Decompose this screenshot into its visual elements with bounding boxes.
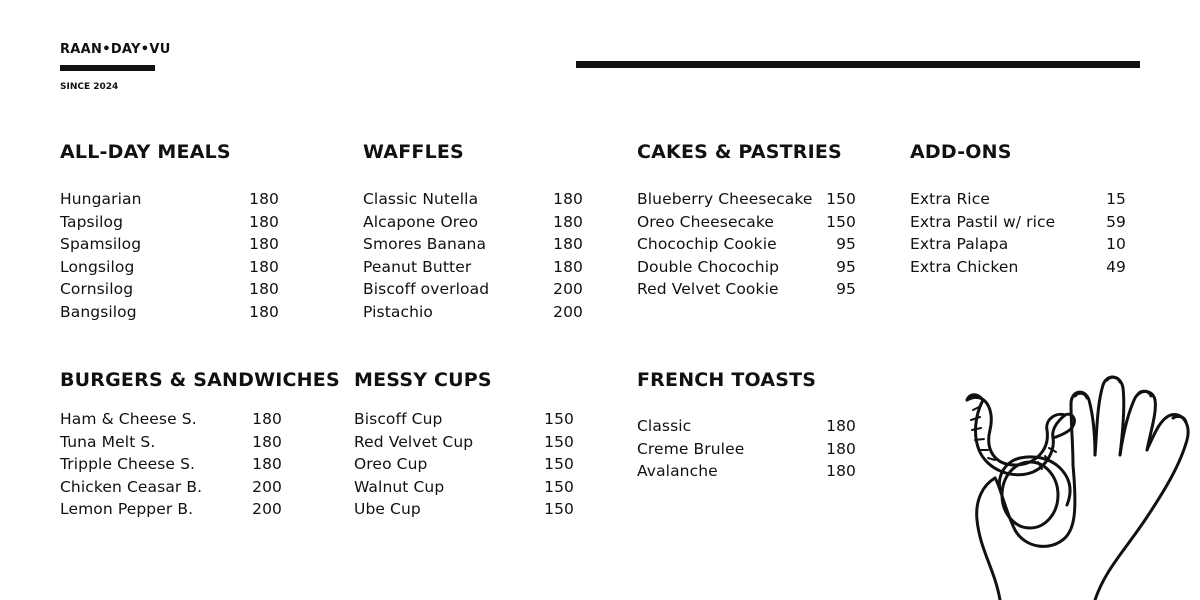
menu-item [637,188,856,211]
menu-item-price: 200 [553,302,583,321]
menu-item [637,278,856,301]
menu-item [60,453,282,476]
section-title: MESSY CUPS [354,369,492,391]
menu-item [354,453,574,476]
menu-item-price: 150 [826,190,856,208]
menu-item [363,301,583,324]
menu-item [910,188,1126,211]
item-list [60,408,282,521]
menu-item-name: Spamsilog [60,235,142,253]
menu-item-name: Classic [637,417,692,435]
item-list [60,188,279,323]
menu-item [637,256,856,279]
menu-item [354,408,574,431]
section-title: BURGERS & SANDWICHES [60,369,340,391]
menu-item-name: Ham & Cheese S. [60,410,197,428]
menu-item-price: 49 [1106,257,1126,276]
menu-item [363,211,583,234]
menu-item-name: Ube Cup [354,500,421,518]
menu-item [637,438,856,461]
menu-item [910,256,1126,279]
menu-item-name: Extra Pastil w/ rice [910,212,1056,231]
menu-item-price: 180 [252,410,282,428]
menu-item-name: Red Velvet Cup [354,432,474,451]
menu-item-name: Oreo Cup [354,455,428,473]
hand-holding-macaroni-icon [955,370,1200,600]
menu-item [363,188,583,211]
menu-item [354,498,574,521]
menu-item-price: 180 [826,462,856,480]
menu-item [637,233,856,256]
header-rule [576,61,1140,68]
menu-item-price: 180 [252,432,282,451]
menu-item [910,233,1126,256]
menu-item [363,233,583,256]
menu-item-name: Tuna Melt S. [60,432,156,451]
section-title: CAKES & PASTRIES [637,141,842,163]
menu-item-name: Walnut Cup [354,477,445,496]
menu-item-name: Pistachio [363,302,433,321]
item-list [363,188,583,323]
section-all-day-meals [60,141,279,321]
menu-item-price: 150 [826,212,856,231]
menu-item-name: Extra Palapa [910,235,1009,253]
section-title: FRENCH TOASTS [637,369,817,391]
section-messy-cups [354,369,574,518]
menu-item [60,278,279,301]
menu-item [60,211,279,234]
menu-item [637,211,856,234]
menu-item-name: Bangsilog [60,302,137,321]
menu-item [60,498,282,521]
menu-item-price: 180 [553,257,583,276]
menu-item-price: 180 [249,257,279,276]
menu-item-price: 180 [553,190,583,208]
menu-item-name: Creme Brulee [637,439,745,458]
menu-item-price: 180 [249,235,279,253]
section-cakes-pastries [637,141,856,298]
section-title: ADD-ONS [910,141,1012,163]
menu-item-name: Double Chocochip [637,257,780,276]
menu-item-name: Extra Chicken [910,257,1019,276]
brand-underline [60,65,155,71]
menu-item-price: 180 [249,302,279,321]
menu-item-price: 150 [544,432,574,451]
menu-item [60,188,279,211]
menu-item-name: Longsilog [60,257,135,276]
menu-item-price: 15 [1106,190,1126,208]
since-label: SINCE 2024 [60,82,119,92]
section-title: WAFFLES [363,141,464,163]
menu-item-name: Smores Banana [363,235,487,253]
menu-item-price: 200 [252,500,282,518]
menu-item-price: 180 [553,235,583,253]
menu-item-name: Red Velvet Cookie [637,280,779,298]
menu-item-name: Extra Rice [910,190,990,208]
menu-item-name: Alcapone Oreo [363,212,479,231]
menu-item [637,460,856,483]
menu-item [60,431,282,454]
menu-item-name: Peanut Butter [363,257,472,276]
menu-item-price: 200 [553,280,583,298]
menu-item-price: 150 [544,455,574,473]
section-burgers-sandwiches [60,369,340,518]
menu-item-name: Avalanche [637,462,718,480]
menu-item-price: 95 [836,257,856,276]
menu-item-price: 180 [826,417,856,435]
menu-item-price: 150 [544,477,574,496]
section-title: ALL-DAY MEALS [60,141,231,163]
menu-item-price: 10 [1106,235,1126,253]
menu-item-name: Classic Nutella [363,190,479,208]
menu-item [637,415,856,438]
menu-item-price: 150 [544,410,574,428]
menu-item [363,278,583,301]
menu-item-price: 95 [836,235,856,253]
menu-item [363,256,583,279]
menu-item-name: Hungarian [60,190,142,208]
menu-item-price: 95 [836,280,856,298]
menu-item-name: Tapsilog [60,212,124,231]
section-add-ons [910,141,1126,276]
item-list [354,408,574,521]
section-french-toasts [637,369,856,480]
menu-item [354,431,574,454]
brand-name: RAAN•DAY•VU [60,42,171,57]
menu-item-name: Blueberry Cheesecake [637,190,813,208]
menu-item-name: Biscoff Cup [354,410,443,428]
item-list [637,415,856,483]
menu-item-name: Biscoff overload [363,280,490,298]
menu-item [60,408,282,431]
menu-item-price: 150 [544,500,574,518]
section-waffles [363,141,583,321]
item-list [637,188,856,301]
item-list [910,188,1126,278]
menu-item [60,301,279,324]
menu-item-name: Oreo Cheesecake [637,212,774,231]
menu-item-price: 59 [1106,212,1126,231]
menu-item-price: 200 [252,477,282,496]
menu-item-name: Tripple Cheese S. [60,455,196,473]
menu-item-price: 180 [826,439,856,458]
menu-item [60,233,279,256]
menu-item-price: 180 [553,212,583,231]
menu-item [60,476,282,499]
menu-item [354,476,574,499]
menu-item-price: 180 [249,190,279,208]
menu-item-name: Chocochip Cookie [637,235,777,253]
menu-item-price: 180 [249,212,279,231]
menu-item-price: 180 [252,455,282,473]
menu-item-name: Lemon Pepper B. [60,500,194,518]
menu-item [60,256,279,279]
menu-item-price: 180 [249,280,279,298]
menu-item-name: Cornsilog [60,280,134,298]
menu-item [910,211,1126,234]
menu-item-name: Chicken Ceasar B. [60,477,203,496]
